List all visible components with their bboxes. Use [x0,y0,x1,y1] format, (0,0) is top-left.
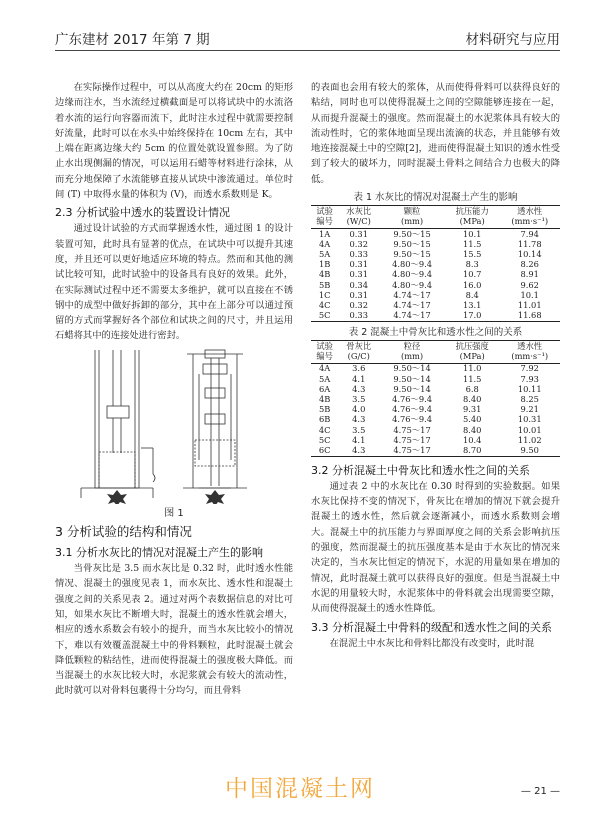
table-row [311,415,560,425]
table-cell: 4.3 [352,383,366,394]
table-cell: 4.75～17 [393,434,431,445]
watermark: 中国混凝土网 [225,776,375,802]
table-header-cell: 试验 编号 [311,340,338,363]
table-cell: 9.50～15 [393,228,431,239]
table-cell: 9.50～14 [393,363,431,374]
table-cell: 4.74～17 [393,310,431,321]
table-2-caption: 表 2 混凝土中骨灰比和透水性之间的关系 [348,326,523,338]
table-cell: 11.01 [517,299,542,310]
paragraph: 在混泥土中水灰比和骨料比都没有改变时，此时混 [329,637,535,649]
table-cell: 8.40 [462,394,482,404]
table-cell: 4B [318,269,331,280]
table-header-cell: 骨灰比 (G/C) [338,340,379,363]
table-cell: 8.3 [465,259,479,270]
table-cell: 0.33 [349,248,368,259]
table-cell: 5B [318,404,331,415]
table-cell: 4.80～9.4 [392,279,433,290]
table-cell: 8.25 [520,394,539,404]
table-cell: 5B [318,279,331,290]
table-cell: 0.31 [349,228,368,239]
running-header [55,28,560,50]
table-row [311,364,560,375]
apparatus-drawing [55,348,293,504]
table-row [311,446,560,457]
table-cell: 8.70 [462,444,482,455]
table-cell: 6.8 [465,383,479,394]
table-cell: 4.75～17 [393,444,431,455]
table-cell: 16.0 [462,279,482,290]
table-cell: 11.78 [517,238,542,249]
table-cell: 9.31 [462,404,482,415]
table-cell: 17.0 [462,310,482,321]
table-cell: 0.32 [349,238,368,249]
table-cell: 4.80～9.4 [392,269,433,280]
table-row [311,311,560,322]
table-cell: 4.1 [352,373,366,384]
section-heading-3: 3 分析试验的结构和情况 [55,524,192,540]
table-cell: 3.6 [352,363,366,374]
table-cell: 11.02 [517,434,542,445]
table-cell: 9.50 [520,444,539,455]
table-cell: 10.01 [517,424,542,435]
table-cell: 4A [319,238,331,249]
table-row [311,270,560,280]
table-cell: 0.31 [349,259,368,270]
table-cell: 9.62 [520,279,539,290]
table-cell: 4.3 [352,414,366,425]
table-cell: 4.80～9.4 [392,259,433,270]
table-cell: 8.26 [520,259,539,270]
table-cell: 9.50～15 [393,238,431,249]
table-cell: 10.11 [517,383,542,394]
table-cell: 1C [318,289,331,300]
paragraph: 通过表 2 中的水灰比在 0.30 时得到的实验数据。如果水灰比保持不变的情况下，骨灰比在增加的情况下就会提升混凝土的透水性，然后就会逐渐减小，而透水系数则会增大。混凝土中的抗压能力与界面厚度之间的关系会影响抗压的强度，然而混凝土的抗压强度基本是由于水灰比的情况来决定的，当水灰比恒定的情况下，水泥的用量如果在增加的情况，此时混凝土就可以获得良好的强度。但是当混凝土中水泥的用量较大时，水泥浆体中的骨料就会出现需要空隙，从而使得混凝土的透水性降低。 [311,480,560,615]
table-cell: 4.1 [352,434,366,445]
table-header-cell: 抗压强度 (MPa) [445,340,500,363]
header-rule [55,50,560,51]
table-row [311,229,560,240]
table-cell: 9.21 [520,404,539,415]
table-row [311,280,560,290]
table-cell: 11.5 [462,373,482,384]
table-row [311,425,560,435]
table-header-cell: 颗粒 (mm) [379,206,445,229]
section-heading-3-1: 3.1 分析水灰比的情况对混凝土产生的影响 [55,546,263,560]
table-cell: 9.50～15 [393,248,431,259]
table-cell: 8.91 [520,269,539,280]
table-row [311,374,560,384]
table-cell: 4.0 [352,404,366,415]
table-cell: 11.0 [462,363,482,374]
table-header-cell: 抗压能力 (MPa) [445,206,500,229]
table-cell: 8.4 [465,289,479,300]
table-cell: 3.5 [352,424,366,435]
table-cell: 11.5 [462,238,482,249]
table-cell: 0.31 [349,269,368,280]
table-header-cell: 粒径 (mm) [379,340,445,363]
section-name: 材料研究与应用 [465,32,560,48]
paragraph: 的表面也会用有较大的浆体，从而使得骨料可以获得良好的粘结，同时也可以使得混凝土之间的空隙能够连接在一起，从而提升混凝土的强度。然而混凝土的水泥浆体具有较大的流动性时，它的浆体地面呈现出流滴的状态，并且能够有效地连接混凝土中的空隙[2]，进而使得混凝土知识的透水性受到了较大的破坏力，同时混凝土骨料之间结合力也极大的降低。 [311,82,560,185]
journal-issue: 广东建材 2017 年第 7 期 [55,32,210,48]
table-cell: 5A [319,248,331,259]
paragraph: 通过设计试验的方式而掌握透水性，通过图 1 的设计装置可知，此时具有显著的优点，在试块中可以提升其速度，并且还可以更好地适应环境的特点。然而和其他的测试比较可知，此时试验中的设备具有良好的效果。此外，在实际测试过程中还不需要太多维护，就可以直接在不锈钢中的成型中做好拆卸的部分，其中在上部分可以通过预留的方式而掌握好各个部位和试块之间的尺寸，并且运用石蜡将其中的连接处进行密封。 [55,223,293,342]
table-cell: 13.1 [462,299,482,310]
table-cell: 9.50～14 [393,383,431,394]
table-cell: 0.31 [349,289,368,300]
table-cell: 6C [318,444,331,455]
table-cell: 5A [319,373,331,384]
table-cell: 4.74～17 [393,289,431,300]
left-column [55,80,293,699]
table-cell: 9.50～14 [393,373,431,384]
figure-1-apparatus [55,348,293,504]
table-cell: 4.76～9.4 [392,404,433,415]
table-cell: 6A [319,383,331,394]
table-cell: 6B [318,414,331,425]
table-cell: 4B [318,394,331,404]
table-cell: 4.75～17 [393,424,431,435]
table-cell: 5C [318,310,331,321]
table-cell: 5C [318,434,331,445]
table-cell: 0.32 [349,299,368,310]
table-header-cell: 透水性 (mm·s⁻¹) [499,206,560,229]
section-heading-3-3: 3.3 分析混凝土中骨料的级配和透水性之间的关系 [311,620,552,634]
table-cell: 1A [319,228,331,239]
section-heading-2-3: 2.3 分析试验中透水的装置设计情况 [55,206,230,220]
paragraph: 在实际操作过程中，可以从高度大约在 20cm 的矩形边缘而注水，当水流经过横截面是可以将试块中的水流洛着水流的运行向容器而流下，此时注水过程中就需要控制好流量，此时可以在水头中始终保持在 10cm 左右，其中上端在距离边缘大约 5cm 的位置处就设置参照。为了防止水出现侧漏的情况，可以运用石蜡等材料进行涂抹，从而充分地保障了水流能够直接从试块中渗流通过。单位时间 (T) 中取得水量的体积为 (V)，而透水系数则是 K。 [55,82,293,201]
table-cell: 7.92 [520,363,539,374]
table-cell: 4.76～9.4 [392,414,433,425]
table-cell: 15.5 [462,248,482,259]
table-cell: 10.14 [517,248,542,259]
table-cell: 11.68 [517,310,542,321]
page-number: — 21 — [520,786,560,797]
section-heading-3-2: 3.2 分析混凝土中骨灰比和透水性之间的关系 [311,463,530,477]
table-cell: 8.40 [462,424,482,435]
table-cell: 4.3 [352,444,366,455]
table-header-cell: 试验 编号 [311,206,338,229]
table-cell: 4C [318,299,331,310]
table-cell: 7.94 [520,228,539,239]
table-cell: 10.31 [517,414,542,425]
table-cell: 4A [319,363,331,374]
table-cell: 4.76～9.4 [392,394,433,404]
table-cell: 0.33 [349,310,368,321]
table-cell: 1B [318,259,331,270]
table-1-caption: 表 1 水灰比的情况对混凝土产生的影响 [353,192,518,204]
right-column [311,80,560,651]
table-cell: 4.74～17 [393,299,431,310]
table-cell: 5.40 [462,414,482,425]
paragraph: 当骨灰比是 3.5 而水灰比是 0.32 时，此时透水性能情况、混凝土的强度见表 1，而水灰比、透水性和混凝土强度之间的关系见表 2。通过对两个表数据信息的对比可知，如果水灰比不断增大时，混凝土的透水性就会增大，相应的透水系数会有较小的提升，而当水灰比较小的情况下，难以有效覆盖混凝土中的骨料颗粒，此时混凝土就会降低颗粒的粘结性，进而使得混凝土的强度极大降低。而当混凝土的水灰比较大时，水泥浆就会有较大的流动性，此时就可以对骨料包裹得十分均匀，而且骨料 [55,563,293,697]
table-cell: 10.4 [462,434,482,445]
table-cell: 4C [318,424,331,435]
table-1 [311,205,560,322]
figure-caption: 图 1 [164,507,184,519]
table-cell: 10.1 [462,228,482,239]
table-cell: 3.5 [352,394,366,404]
table-cell: 10.1 [520,289,539,300]
table-cell: 0.34 [349,279,368,290]
table-cell: 7.93 [520,373,539,384]
table-2 [311,340,560,457]
table-cell: 10.7 [462,269,482,280]
table-header-cell: 水灰比 (W/C) [338,206,379,229]
table-header-cell: 透水性 (mm·s⁻¹) [499,340,560,363]
